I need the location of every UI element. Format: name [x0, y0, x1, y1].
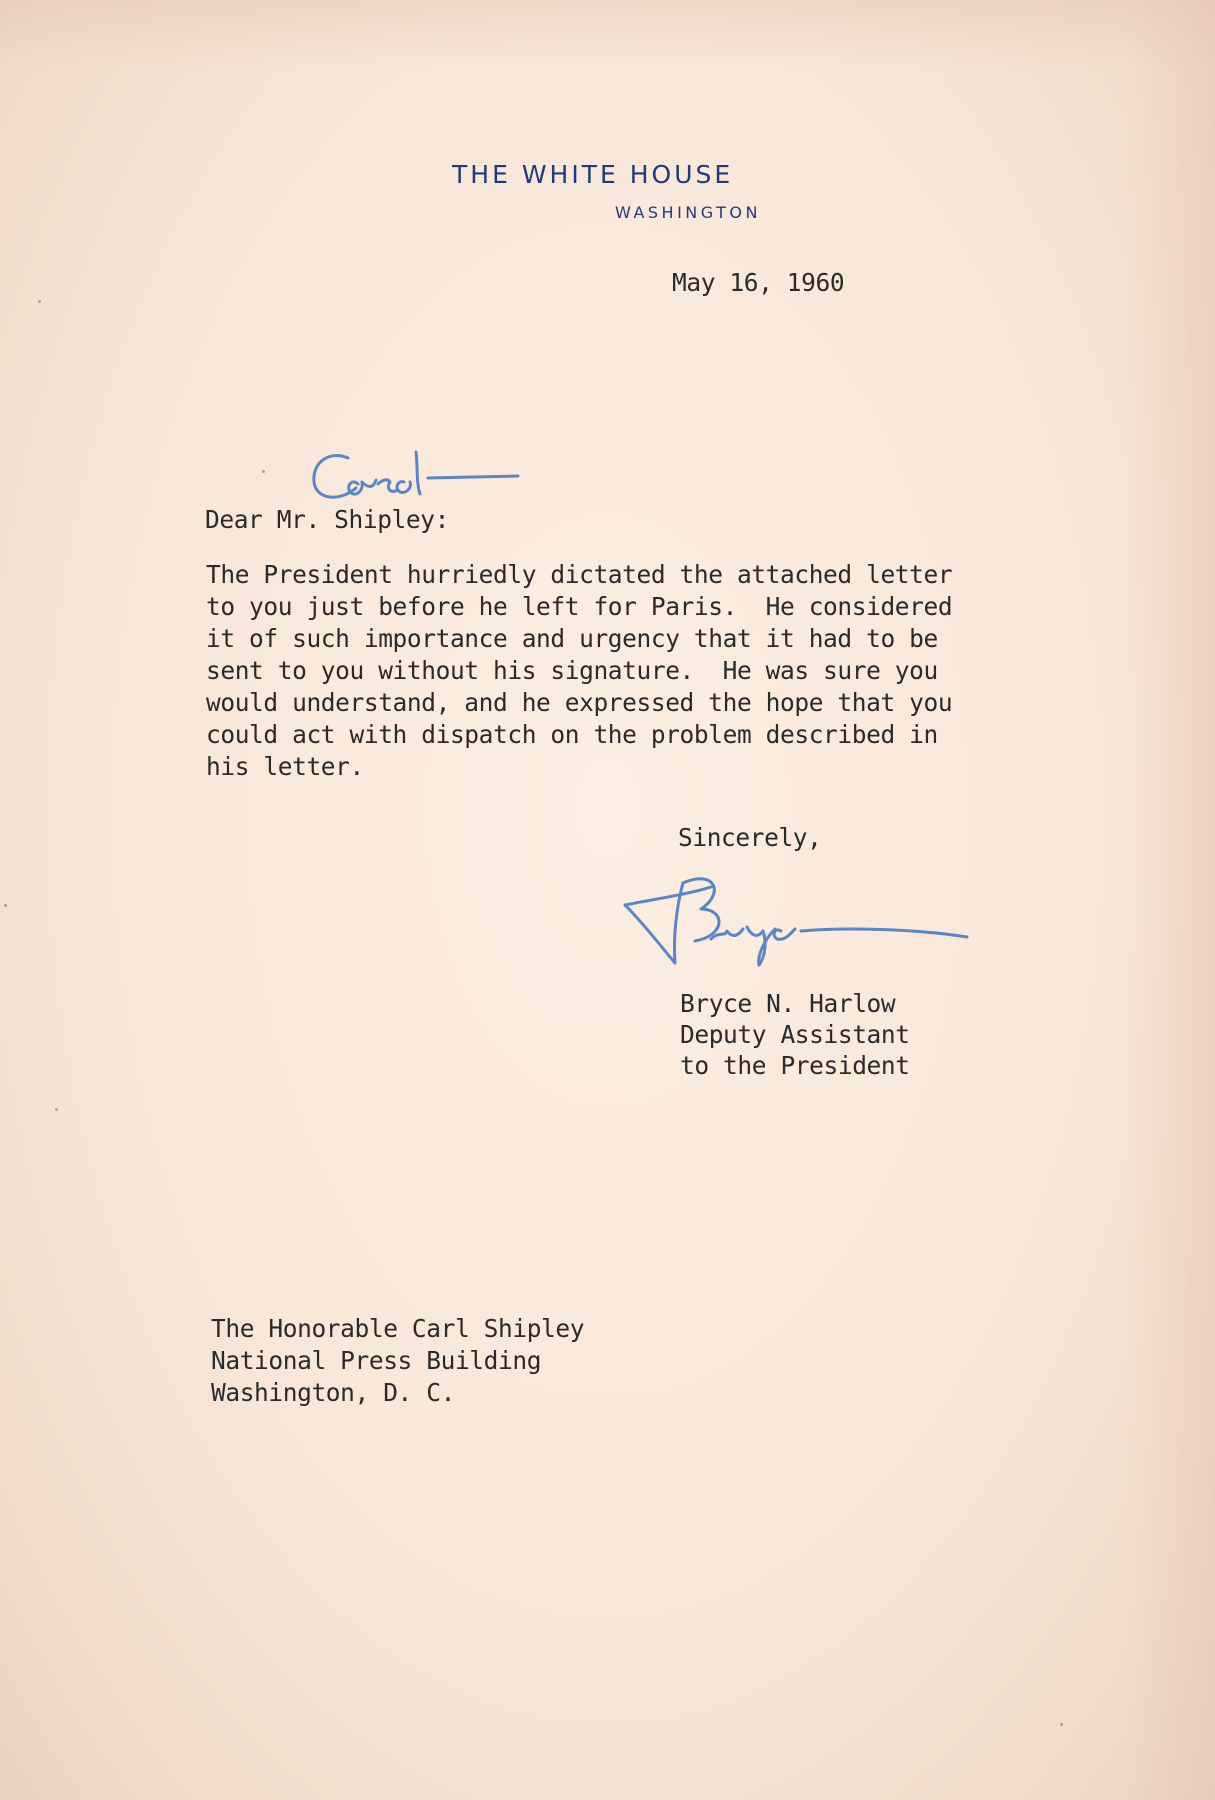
letter-date: May 16, 1960 [672, 268, 845, 297]
body-line: would understand, and he expressed the hope that you [206, 688, 953, 717]
body-line: to you just before he left for Paris. He considered [206, 592, 953, 621]
closing: Sincerely, [678, 823, 822, 852]
letterhead-city: WASHINGTON [615, 203, 761, 222]
body-line: his letter. [206, 752, 364, 781]
body-line: could act with dispatch on the problem described in [206, 720, 938, 749]
paper-speck [262, 470, 265, 473]
body-line: sent to you without his signature. He was sure you [206, 656, 938, 685]
paper-top-tint [0, 0, 1215, 70]
recipient-city: Washington, D. C. [211, 1378, 455, 1407]
letterhead-title: THE WHITE HOUSE [452, 160, 734, 189]
ink-signature [615, 865, 975, 975]
signer-name: Bryce N. Harlow [680, 989, 896, 1018]
signer-title-cont: to the President [680, 1051, 910, 1080]
paper-speck [4, 904, 7, 907]
body-line: it of such importance and urgency that it had to be [206, 624, 938, 653]
signer-title: Deputy Assistant [680, 1020, 910, 1049]
paper-edge-tint [1125, 0, 1215, 1800]
paper-speck [55, 1108, 58, 1111]
paper-speck [1060, 1723, 1063, 1726]
body-line: The President hurriedly dictated the attached letter [206, 560, 953, 589]
recipient-name: The Honorable Carl Shipley [211, 1314, 585, 1343]
paper-speck [38, 300, 41, 303]
salutation: Dear Mr. Shipley: [205, 505, 449, 534]
recipient-address: National Press Building [211, 1346, 542, 1375]
